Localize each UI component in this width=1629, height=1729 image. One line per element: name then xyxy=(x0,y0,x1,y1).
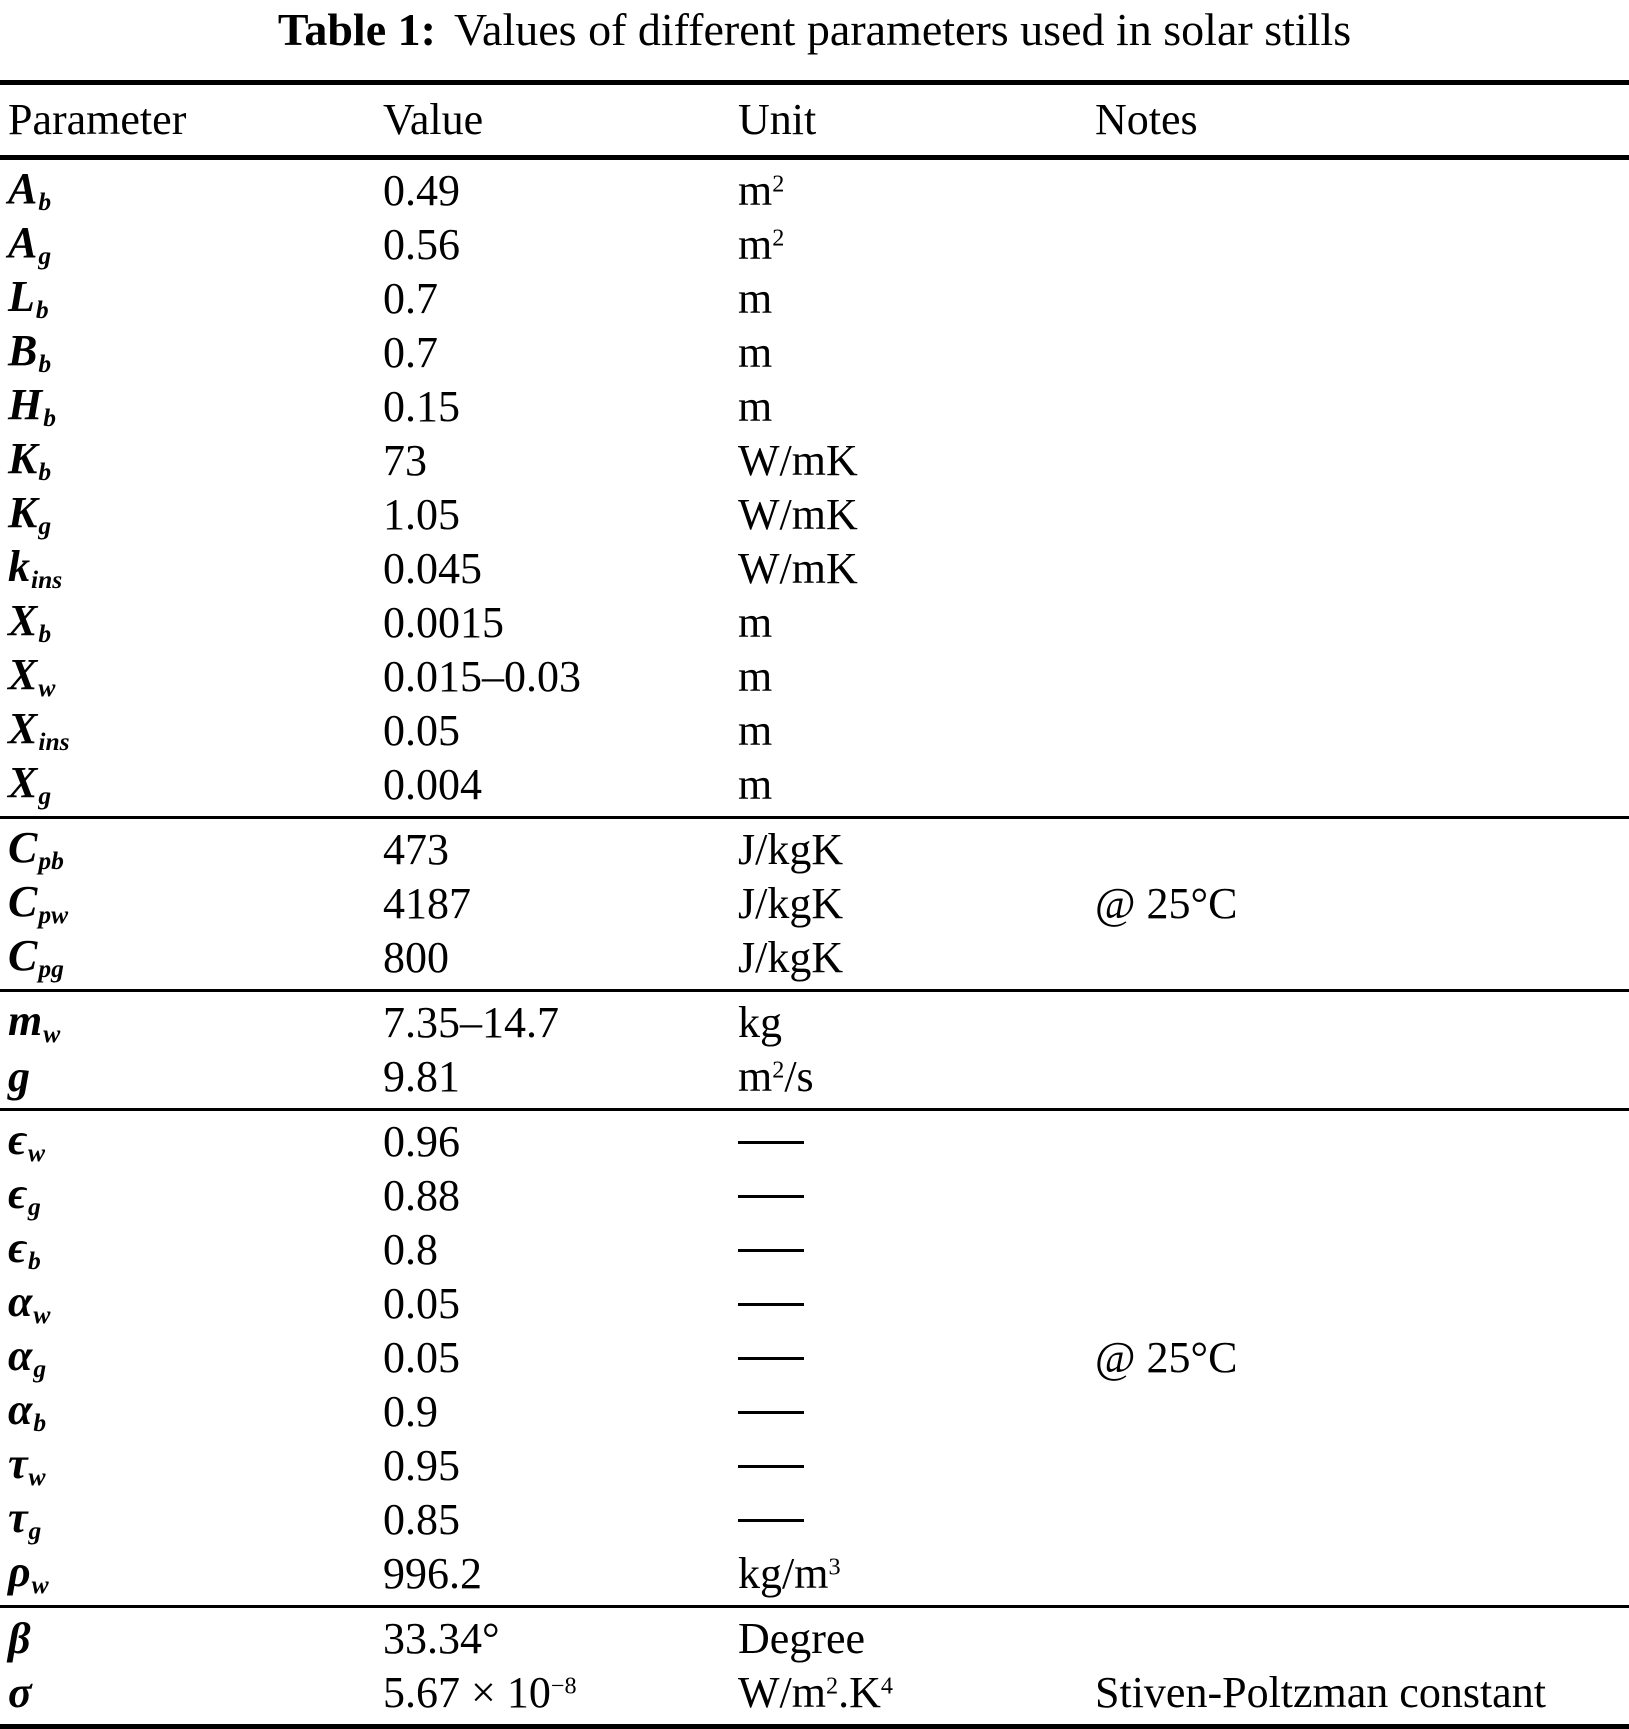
unit-cell xyxy=(738,1336,1095,1380)
parameter-cell: $X_w$ xyxy=(8,650,56,703)
no-unit-dash xyxy=(738,1519,804,1522)
unit-cell xyxy=(738,1444,1095,1488)
table-row xyxy=(0,650,1629,704)
unit-cell: m xyxy=(738,760,773,809)
table-row xyxy=(0,704,1629,758)
value-cell: 7.35–14.7 xyxy=(383,998,559,1047)
value-cell: 0.8 xyxy=(383,1225,438,1274)
value-cell: 33.34° xyxy=(383,1614,500,1663)
parameter-cell: σ xyxy=(8,1668,32,1717)
value-cell: 0.004 xyxy=(383,760,482,809)
unit-cell xyxy=(738,1228,1095,1272)
table-title xyxy=(0,0,1629,80)
unit-cell: $W/m^2.K^4$ xyxy=(738,1668,893,1717)
parameter-cell: $\tau_w$ xyxy=(8,1439,46,1492)
unit-cell: kg xyxy=(738,998,782,1047)
header-notes: Notes xyxy=(1095,95,1198,144)
value-cell: 0.85 xyxy=(383,1495,460,1544)
value-cell: 0.88 xyxy=(383,1171,460,1220)
table-row xyxy=(0,1115,1629,1169)
table-group xyxy=(0,1111,1629,1605)
table-row xyxy=(0,326,1629,380)
table-row xyxy=(0,542,1629,596)
parameter-cell: $C_{pg}$ xyxy=(8,931,64,984)
unit-cell: J/kgK xyxy=(738,933,844,982)
unit-cell: $m^2$ xyxy=(738,220,785,269)
value-cell: 9.81 xyxy=(383,1052,460,1101)
table-row xyxy=(0,823,1629,877)
table-header-row xyxy=(0,85,1629,155)
table-row xyxy=(0,1439,1629,1493)
table-row xyxy=(0,1331,1629,1385)
table-row xyxy=(0,488,1629,542)
value-cell: 0.96 xyxy=(383,1117,460,1166)
parameter-cell: β xyxy=(8,1614,31,1663)
table-row xyxy=(0,1277,1629,1331)
table-row xyxy=(0,380,1629,434)
parameter-cell: $C_{pw}$ xyxy=(8,877,69,930)
no-unit-dash xyxy=(738,1357,804,1360)
parameter-cell: $\epsilon_g$ xyxy=(8,1169,41,1222)
parameter-cell: $\epsilon_b$ xyxy=(8,1223,41,1276)
parameter-cell: $B_b$ xyxy=(8,326,52,379)
unit-cell xyxy=(738,1282,1095,1326)
parameter-cell: $\tau_g$ xyxy=(8,1493,42,1546)
table-row xyxy=(0,1223,1629,1277)
value-cell: 0.05 xyxy=(383,1333,460,1382)
table-row xyxy=(0,758,1629,812)
unit-cell: m xyxy=(738,328,773,377)
table-row xyxy=(0,931,1629,985)
notes-cell: @ 25°C xyxy=(1095,879,1238,928)
no-unit-dash xyxy=(738,1465,804,1468)
value-cell: 0.05 xyxy=(383,1279,460,1328)
header-value: Value xyxy=(383,95,484,144)
no-unit-dash xyxy=(738,1195,804,1198)
parameter-cell: $X_b$ xyxy=(8,596,52,649)
table-group xyxy=(0,160,1629,816)
table-row xyxy=(0,996,1629,1050)
parameter-cell: $\rho_w$ xyxy=(8,1547,49,1600)
unit-cell: m xyxy=(738,382,773,431)
parameter-cell: $\alpha_w$ xyxy=(8,1277,51,1330)
header-unit: Unit xyxy=(738,95,817,144)
value-cell: 0.7 xyxy=(383,274,438,323)
value-cell: 0.045 xyxy=(383,544,482,593)
unit-cell: m xyxy=(738,598,773,647)
no-unit-dash xyxy=(738,1411,804,1414)
parameter-cell: $C_{pb}$ xyxy=(8,823,64,876)
table-row xyxy=(0,218,1629,272)
table-group xyxy=(0,819,1629,989)
unit-cell xyxy=(738,1390,1095,1434)
unit-cell: m xyxy=(738,706,773,755)
table-row xyxy=(0,1493,1629,1547)
unit-cell: $m^2$ xyxy=(738,166,785,215)
value-cell: 0.9 xyxy=(383,1387,438,1436)
table-title-text: Values of different parameters used in solar stills xyxy=(453,4,1352,55)
bottom-rule xyxy=(0,1724,1629,1729)
unit-cell: $m^2/s$ xyxy=(738,1052,814,1101)
no-unit-dash xyxy=(738,1141,804,1144)
table-row xyxy=(0,434,1629,488)
unit-cell: J/kgK xyxy=(738,879,844,928)
table-row xyxy=(0,1385,1629,1439)
unit-cell: W/mK xyxy=(738,544,858,593)
value-cell: 1.05 xyxy=(383,490,460,539)
value-cell: 73 xyxy=(383,436,427,485)
value-cell: 0.0015 xyxy=(383,598,504,647)
parameter-cell: $\alpha_g$ xyxy=(8,1331,47,1384)
parameter-cell: $L_b$ xyxy=(8,272,49,325)
value-cell: 0.7 xyxy=(383,328,438,377)
table-row xyxy=(0,164,1629,218)
parameter-cell: $A_b$ xyxy=(8,164,52,217)
unit-cell: m xyxy=(738,274,773,323)
notes-cell: @ 25°C xyxy=(1095,1333,1238,1382)
value-cell: 800 xyxy=(383,933,449,982)
table-row xyxy=(0,1666,1629,1720)
table-row xyxy=(0,596,1629,650)
parameter-cell: $m_w$ xyxy=(8,996,61,1049)
parameter-cell: $H_b$ xyxy=(8,380,56,433)
value-cell: 4187 xyxy=(383,879,471,928)
no-unit-dash xyxy=(738,1249,804,1252)
unit-cell xyxy=(738,1498,1095,1542)
value-cell: 0.015–0.03 xyxy=(383,652,581,701)
parameter-cell: $k_{ins}$ xyxy=(8,542,63,595)
parameter-cell: $K_b$ xyxy=(8,434,52,487)
notes-cell: Stiven-Poltzman constant xyxy=(1095,1668,1546,1717)
unit-cell: W/mK xyxy=(738,490,858,539)
unit-cell: J/kgK xyxy=(738,825,844,874)
value-cell: 996.2 xyxy=(383,1549,482,1598)
table-body xyxy=(0,160,1629,1724)
no-unit-dash xyxy=(738,1303,804,1306)
table-row xyxy=(0,877,1629,931)
unit-cell: m xyxy=(738,652,773,701)
table-row xyxy=(0,1169,1629,1223)
unit-cell xyxy=(738,1174,1095,1218)
unit-cell xyxy=(738,1120,1095,1164)
parameter-cell: $A_g$ xyxy=(8,218,52,271)
parameter-cell: g xyxy=(8,1052,30,1101)
value-cell: $5.67 \times 10^{-8}$ xyxy=(383,1668,577,1717)
value-cell: 0.95 xyxy=(383,1441,460,1490)
parameter-cell: $\epsilon_w$ xyxy=(8,1115,45,1168)
parameter-cell: $X_{ins}$ xyxy=(8,704,70,757)
value-cell: 0.15 xyxy=(383,382,460,431)
table-group xyxy=(0,1608,1629,1724)
parameter-cell: $K_g$ xyxy=(8,488,52,541)
table-row xyxy=(0,1050,1629,1104)
unit-cell: W/mK xyxy=(738,436,858,485)
table-row xyxy=(0,1547,1629,1601)
parameter-cell: $\alpha_b$ xyxy=(8,1385,47,1438)
table-row xyxy=(0,1612,1629,1666)
unit-cell: Degree xyxy=(738,1614,866,1663)
table-group xyxy=(0,992,1629,1108)
table-title-label: Table 1: xyxy=(277,4,436,55)
unit-cell: $kg/m^3$ xyxy=(738,1549,841,1598)
value-cell: 0.49 xyxy=(383,166,460,215)
value-cell: 473 xyxy=(383,825,449,874)
table-row xyxy=(0,272,1629,326)
value-cell: 0.56 xyxy=(383,220,460,269)
parameter-cell: $X_g$ xyxy=(8,758,52,811)
value-cell: 0.05 xyxy=(383,706,460,755)
header-parameter: Parameter xyxy=(8,95,187,144)
